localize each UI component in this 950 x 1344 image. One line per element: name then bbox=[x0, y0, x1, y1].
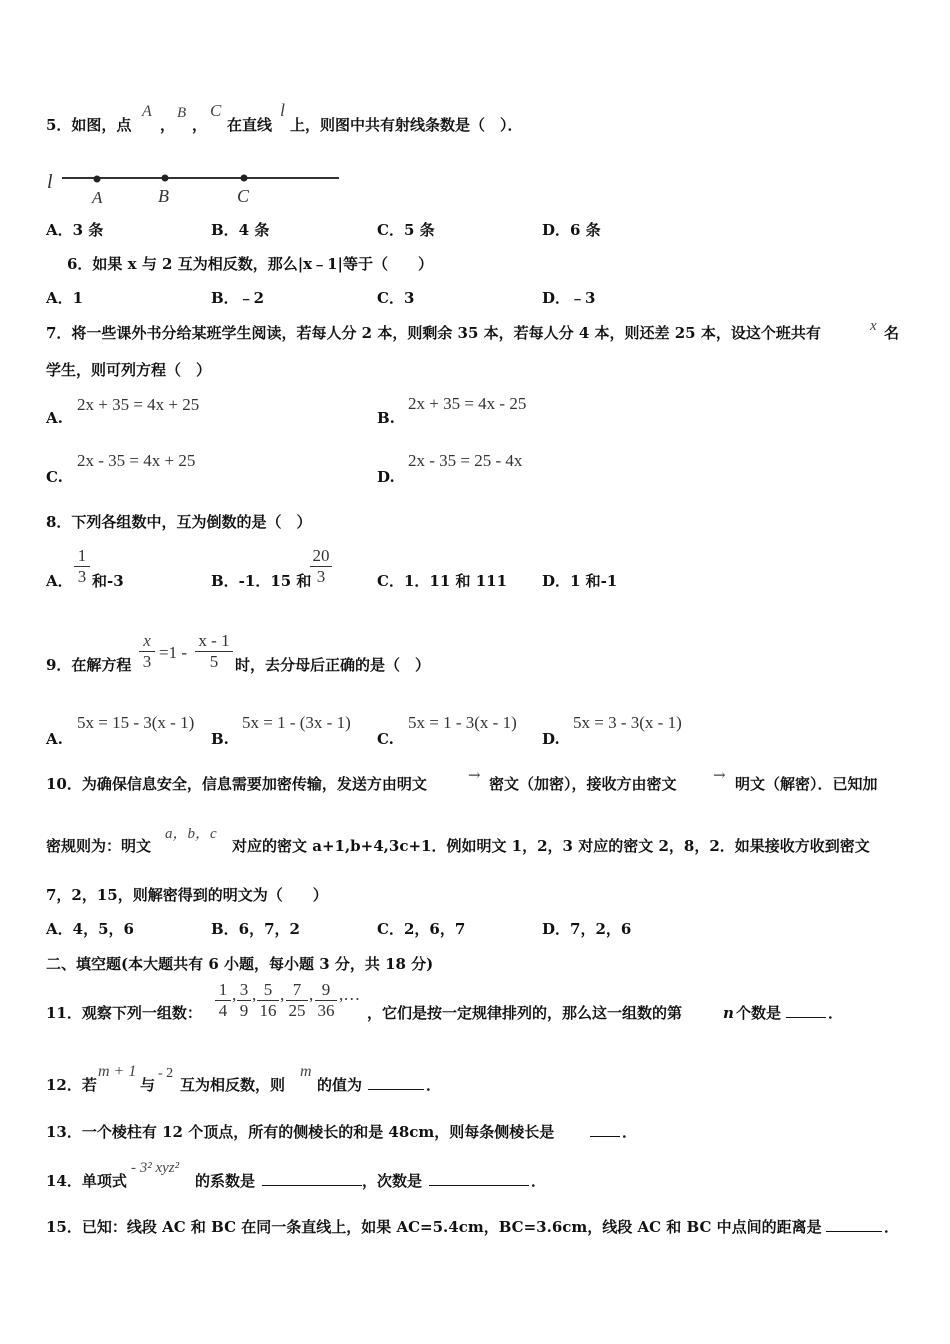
q9-label-c[interactable]: C. bbox=[377, 730, 394, 748]
q8-option-b-numerator: 20 bbox=[312, 546, 330, 565]
q12-expr-2: - 2 bbox=[158, 1066, 174, 1081]
q15-answer-blank[interactable] bbox=[826, 1217, 882, 1232]
q5-comma-2: ， bbox=[192, 116, 208, 134]
q11-comma-1: , bbox=[232, 985, 237, 1004]
q6-stem: 6．如果 x 与 2 互为相反数，那么|x﹣1|等于（ ） bbox=[67, 255, 434, 273]
q12-mid: 与 bbox=[140, 1076, 156, 1094]
q5-option-b[interactable]: B．4 条 bbox=[211, 221, 270, 239]
q5-line-l: l bbox=[280, 100, 286, 120]
q12-var-m: m bbox=[300, 1063, 312, 1080]
q5-option-a[interactable]: A．3 条 bbox=[46, 221, 104, 239]
q9-lhs-denominator: 3 bbox=[142, 652, 152, 671]
q11-fraction-3-num: 5 bbox=[263, 980, 273, 999]
q11-fraction-4 bbox=[285, 980, 309, 1021]
q10-line2-post: 对应的密文 a+1,b+4,3c+1．例如明文 1，2，3 对应的密文 2，8，2．如果接收方收到密文 bbox=[232, 837, 870, 855]
q13-text: 13．一个棱柱有 12 个顶点，所有的侧棱长的和是 48cm，则每条侧棱长是 bbox=[46, 1123, 555, 1141]
q12-answer-blank[interactable] bbox=[368, 1075, 424, 1090]
q11-fraction-5-den: 36 bbox=[317, 1001, 335, 1020]
q10-line2-pre: 密规则为：明文 bbox=[46, 837, 152, 855]
figure-label-a: A bbox=[92, 188, 103, 207]
q11-comma-3: , bbox=[280, 985, 285, 1004]
q10-arrow-1: → bbox=[468, 766, 481, 784]
q14-end: ． bbox=[531, 1172, 547, 1190]
q14-mid: 的系数是 bbox=[195, 1172, 256, 1190]
q11-fraction-2-den: 9 bbox=[239, 1001, 249, 1020]
q7-var-x: x bbox=[870, 318, 877, 334]
q9-rhs-numerator: x - 1 bbox=[198, 631, 230, 650]
q7-label-c[interactable]: C. bbox=[46, 468, 63, 486]
q11-fraction-1-num: 1 bbox=[218, 980, 228, 999]
q14-coefficient-blank[interactable] bbox=[262, 1171, 362, 1186]
q8-stem: 8．下列各组数中，互为倒数的是（ ） bbox=[46, 513, 312, 531]
q11-var-n: n bbox=[723, 1004, 734, 1022]
q11-post2: 个数是 bbox=[736, 1004, 782, 1022]
q13-answer-blank[interactable] bbox=[590, 1122, 620, 1137]
q14-mid2: ，次数是 bbox=[362, 1172, 423, 1190]
q5-comma-1: ， bbox=[160, 116, 176, 134]
q7-label-d[interactable]: D. bbox=[377, 468, 395, 486]
q9-stem-pre: 9．在解方程 bbox=[46, 656, 132, 674]
q9-stem-post: 时，去分母后正确的是（ ） bbox=[235, 656, 431, 674]
q5-point-a: A bbox=[142, 103, 152, 120]
q11-fraction-4-den: 25 bbox=[288, 1001, 306, 1020]
q11-label: 11．观察下列一组数： bbox=[46, 1004, 202, 1022]
q7-stem-line2: 学生，则可列方程（ ） bbox=[46, 361, 212, 379]
q10-line3: 7，2，15，则解密得到的明文为（ ） bbox=[46, 886, 328, 904]
q12-pre: 12．若 bbox=[46, 1076, 97, 1094]
q8-option-b-fraction bbox=[309, 546, 333, 587]
figure-line-label: l bbox=[47, 171, 53, 193]
q14-pre: 14．单项式 bbox=[46, 1172, 127, 1190]
q5-stem-pre: 5．如图，点 bbox=[46, 116, 132, 134]
q7-equation-b: 2x + 35 = 4x - 25 bbox=[408, 394, 527, 413]
q9-eq-mid: =1 - bbox=[159, 643, 187, 662]
q9-rhs-denominator: 5 bbox=[209, 652, 219, 671]
q12-post: 的值为 bbox=[317, 1076, 363, 1094]
q10-option-c[interactable]: C．2，6，7 bbox=[377, 920, 466, 938]
q9-label-d[interactable]: D. bbox=[542, 730, 560, 748]
figure-label-c: C bbox=[237, 186, 250, 206]
q10-arrow-2: → bbox=[713, 766, 726, 784]
figure-point-c bbox=[241, 175, 248, 182]
q11-fraction-3-den: 16 bbox=[259, 1001, 277, 1020]
q8-option-d[interactable]: D．1 和-1 bbox=[542, 572, 618, 590]
q11-fraction-4-num: 7 bbox=[292, 980, 302, 999]
q5-option-c[interactable]: C．5 条 bbox=[377, 221, 435, 239]
q9-equation-d: 5x = 3 - 3(x - 1) bbox=[573, 713, 682, 732]
q10-option-a[interactable]: A．4，5，6 bbox=[46, 920, 134, 938]
q5-option-d[interactable]: D．6 条 bbox=[542, 221, 601, 239]
q9-equation-b: 5x = 1 - (3x - 1) bbox=[242, 713, 351, 732]
q13-end: ． bbox=[622, 1123, 638, 1141]
q11-fraction-2-num: 3 bbox=[239, 980, 249, 999]
q8-option-a-label[interactable]: A． bbox=[46, 572, 73, 590]
q11-fraction-5 bbox=[314, 980, 338, 1021]
q7-equation-c: 2x - 35 = 4x + 25 bbox=[77, 451, 196, 470]
q10-vars: a，b，c bbox=[165, 826, 217, 842]
q6-option-c[interactable]: C．3 bbox=[377, 289, 415, 307]
q12-expr-1: m + 1 bbox=[98, 1063, 137, 1080]
q8-option-a-fraction bbox=[73, 546, 91, 587]
q11-fraction-2 bbox=[236, 980, 252, 1021]
q9-equation-a: 5x = 15 - 3(x - 1) bbox=[77, 713, 195, 732]
q7-equation-d: 2x - 35 = 25 - 4x bbox=[408, 451, 523, 470]
q5-point-c: C bbox=[210, 101, 222, 120]
q9-lhs-numerator: x bbox=[143, 631, 151, 650]
q11-answer-blank[interactable] bbox=[786, 1003, 826, 1018]
q12-end: ． bbox=[426, 1076, 442, 1094]
q10-option-b[interactable]: B．6，7，2 bbox=[211, 920, 300, 938]
q8-option-c[interactable]: C．1．11 和 111 bbox=[377, 572, 508, 590]
q10-option-d[interactable]: D．7，2，6 bbox=[542, 920, 632, 938]
q9-equation-c: 5x = 1 - 3(x - 1) bbox=[408, 713, 517, 732]
q6-option-a[interactable]: A．1 bbox=[46, 289, 84, 307]
figure-label-b: B bbox=[158, 186, 169, 206]
q11-fraction-1 bbox=[214, 980, 232, 1021]
q11-fraction-3 bbox=[256, 980, 280, 1021]
q7-equation-a: 2x + 35 = 4x + 25 bbox=[77, 395, 200, 414]
q11-end: ． bbox=[828, 1004, 844, 1022]
q11-ellipsis: ,… bbox=[339, 985, 361, 1004]
q6-option-b[interactable]: B．﹣2 bbox=[211, 289, 265, 307]
q14-degree-blank[interactable] bbox=[429, 1171, 529, 1186]
q7-stem-line1: 7．将一些课外书分给某班学生阅读，若每人分 2 本，则剩余 35 本，若每人分 4 本，则还差 25 本，设这个班共有 bbox=[46, 324, 821, 342]
q6-option-d[interactable]: D．﹣3 bbox=[542, 289, 596, 307]
q5-on-line: 在直线 bbox=[227, 116, 273, 134]
q7-label-a[interactable]: A. bbox=[46, 409, 63, 427]
q9-lhs-fraction bbox=[138, 631, 156, 672]
q10-line1-end: 明文（解密）．已知加 bbox=[735, 775, 878, 793]
q9-label-b[interactable]: B. bbox=[211, 730, 229, 748]
q11-post: ，它们是按一定规律排列的，那么这一组数的第 bbox=[367, 1004, 683, 1022]
q8-option-a-numerator: 1 bbox=[77, 546, 87, 565]
q11-comma-2: , bbox=[252, 985, 257, 1004]
q8-option-a-rest: 和-3 bbox=[92, 572, 124, 590]
q11-comma-4: , bbox=[309, 985, 314, 1004]
section-2-title: 二、填空题(本大题共有 6 小题，每小题 3 分，共 18 分) bbox=[46, 955, 434, 973]
q14-expr: - 3² xyz² bbox=[131, 1160, 180, 1176]
q5-stem-post: 上，则图中共有射线条数是（ ）． bbox=[290, 116, 523, 134]
q7-stem-line1-end: 名 bbox=[884, 324, 900, 342]
q5-line-figure bbox=[44, 163, 344, 208]
q10-line1-mid: 密文（加密），接收方由密文 bbox=[489, 775, 677, 793]
q11-fraction-1-den: 4 bbox=[218, 1001, 228, 1020]
q15-end: ． bbox=[884, 1218, 900, 1236]
q9-label-a[interactable]: A. bbox=[46, 730, 63, 748]
q12-mid2: 互为相反数，则 bbox=[180, 1076, 286, 1094]
q11-fraction-5-num: 9 bbox=[321, 980, 331, 999]
q8-option-a-denominator: 3 bbox=[77, 567, 87, 586]
figure-point-b bbox=[162, 175, 169, 182]
q8-option-b-label[interactable]: B．-1．15 和 bbox=[211, 572, 312, 590]
figure-point-a bbox=[94, 176, 101, 183]
q5-point-b: B bbox=[177, 105, 187, 121]
q10-line1: 10．为确保信息安全，信息需要加密传输，发送方由明文 bbox=[46, 775, 427, 793]
q7-label-b[interactable]: B. bbox=[377, 409, 395, 427]
q8-option-b-denominator: 3 bbox=[316, 567, 326, 586]
q15-text: 15．已知：线段 AC 和 BC 在同一条直线上，如果 AC=5.4cm，BC=3.6cm，线段 AC 和 BC 中点间的距离是 bbox=[46, 1218, 822, 1236]
q9-rhs-fraction bbox=[194, 631, 234, 672]
